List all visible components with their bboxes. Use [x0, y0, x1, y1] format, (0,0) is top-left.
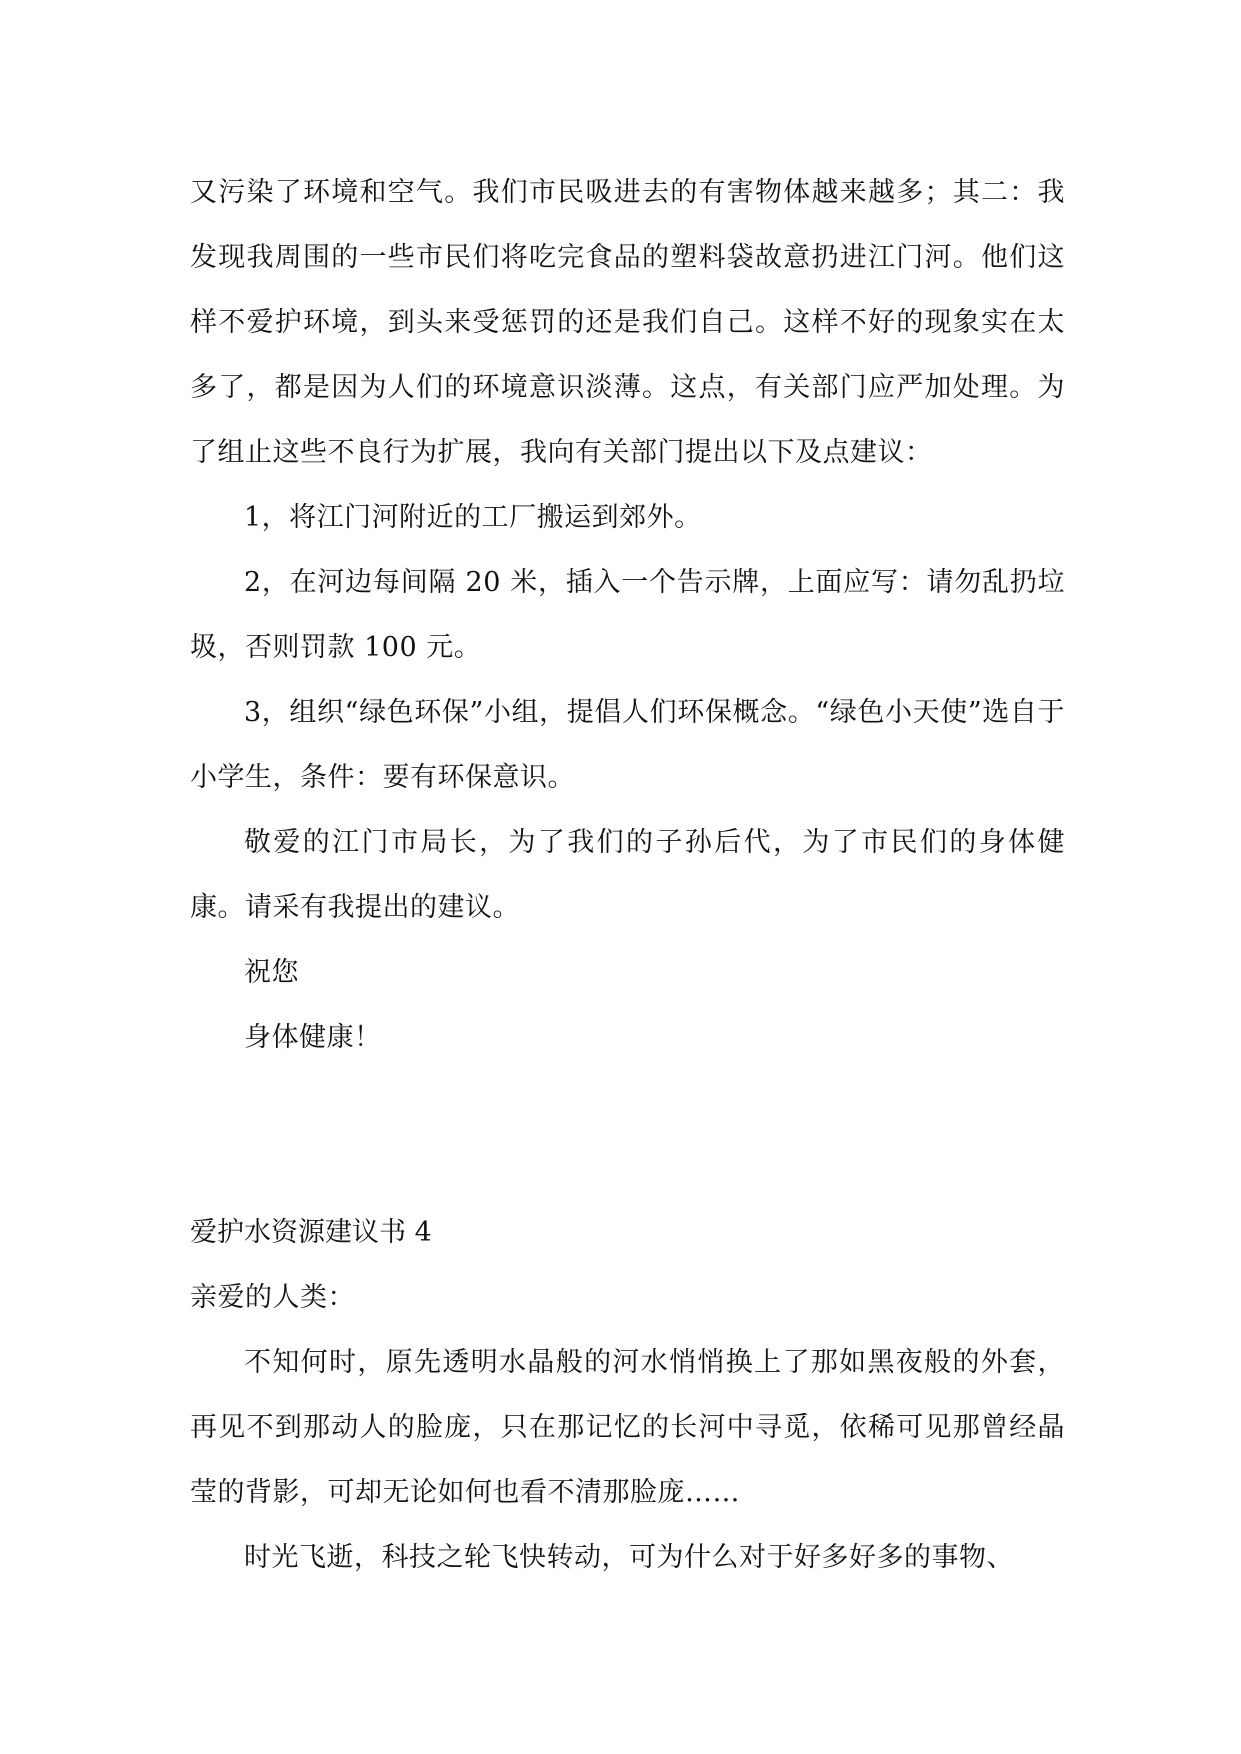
salutation-line: 祝您: [244, 957, 299, 988]
section-gap: [190, 1070, 1065, 1135]
section4-paragraph-2: 时光飞逝，科技之轮飞快转动，可为什么对于好多好多的事物、: [244, 1542, 1014, 1573]
salutation-wish: 身体健康！: [244, 1022, 382, 1053]
suggestion-item-2: 2，在河边每间隔 20 米，插入一个告示牌，上面应写：请勿乱扔垃圾，否则罚款 100 元。: [190, 567, 1065, 663]
section-gap: [190, 1135, 1065, 1200]
greeting: 亲爱的人类：: [190, 1282, 355, 1313]
section-title: 爱护水资源建议书 4: [190, 1217, 432, 1248]
closing-paragraph: 敬爱的江门市局长，为了我们的子孙后代，为了市民们的身体健康。请采有我提出的建议。: [190, 827, 1065, 923]
section4-paragraph-1: 不知何时，原先透明水晶般的河水悄悄换上了那如黑夜般的外套，再见不到那动人的脸庞，只在那记忆的长河中寻觅，依稀可见那曾经晶莹的背影，可却无论如何也看不清那脸庞……: [190, 1347, 1065, 1508]
paragraph-pollution: 又污染了环境和空气。我们市民吸进去的有害物体越来越多；其二：我发现我周围的一些市民们将吃完食品的塑料袋故意扔进江门河。他们这样不爱护环境，到头来受惩罚的还是我们自己。这样不好的现象实在太多了，都是因为人们的环境意识淡薄。这点，有关部门应严加处理。为了组止这些不良行为扩展，我向有关部门提出以下及点建议：: [190, 177, 1065, 468]
suggestion-item-1: 1，将江门河附近的工厂搬运到郊外。: [244, 502, 702, 533]
document-body: [190, 160, 1065, 1590]
suggestion-item-3: 3，组织“绿色环保”小组，提倡人们环保概念。“绿色小天使”选自于小学生，条件：要有环保意识。: [190, 697, 1065, 793]
